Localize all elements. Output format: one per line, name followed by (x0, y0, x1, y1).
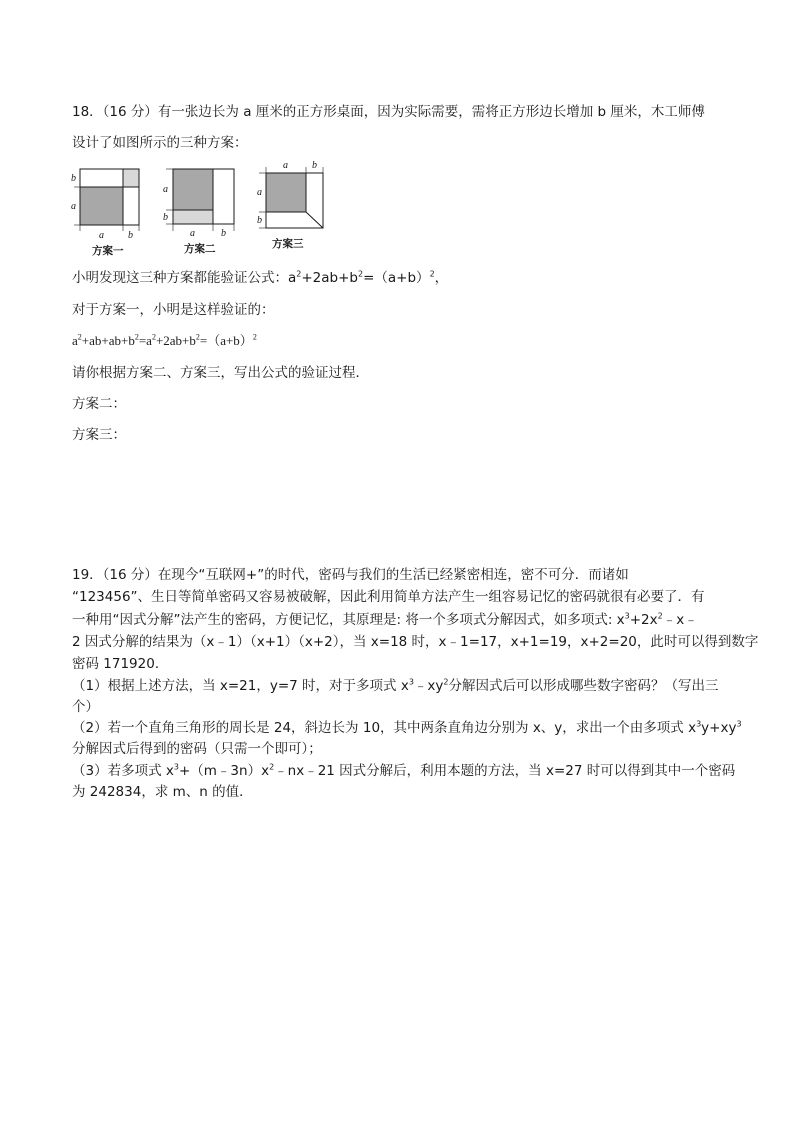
scheme2-rect-ab (173, 210, 213, 224)
superscript: 2 (269, 762, 275, 772)
scheme1-label-a-side: a (71, 201, 76, 212)
text-segment: ﹣xy (413, 678, 444, 694)
superscript: 2 (151, 332, 156, 342)
superscript: 2 (657, 611, 663, 621)
scheme3-square-a (266, 173, 306, 212)
text-segment: +2ab+b (155, 333, 196, 348)
q18-scheme3-label: 方案三： (72, 427, 126, 443)
q18-line-2: 设计了如图所示的三种方案： (72, 135, 248, 151)
q19-line-4: 2 因式分解的结果为（x﹣1）（x+1）（x+2），当 x=18 时，x﹣1=17，x+1=19，x+2=20，此时可以得到数字 (72, 634, 759, 650)
q19-part2 (72, 718, 742, 738)
text-segment: =a (138, 333, 152, 348)
q18-line-6: 请你根据方案二、方案三，写出公式的验证过程． (72, 365, 369, 381)
scheme2-label-b-side: b (163, 212, 168, 223)
figure-scheme-2 (163, 169, 234, 255)
superscript: 2 (429, 269, 435, 279)
q19-part1-cont: 个） (72, 699, 99, 715)
scheme1-caption: 方案一 (92, 245, 124, 257)
q18-scheme1-proof (72, 331, 257, 351)
text-segment: （3）若多项式 x (72, 763, 174, 779)
scheme1-square-b (123, 169, 139, 187)
superscript: 2 (358, 269, 364, 279)
text-segment: ﹣x﹣ (662, 612, 698, 628)
q19-part3-cont: 为 242834，求 m、n 的值． (72, 784, 253, 800)
q18-line-1: 18．（16 分）有一张边长为 a 厘米的正方形桌面，因为实际需要，需将正方形边长增加 b 厘米，木工师傅 (72, 104, 705, 120)
scheme1-square-a (80, 187, 123, 225)
scheme2-label-b-bottom: b (221, 228, 226, 239)
superscript: 2 (134, 332, 139, 342)
q18-figures (64, 160, 364, 260)
superscript: 3 (408, 677, 414, 687)
text-segment: +2x (629, 612, 658, 628)
scheme3-label-a-top: a (283, 160, 288, 171)
text-segment: y+xy (701, 720, 737, 736)
text-segment: ， (434, 270, 449, 286)
superscript: 2 (296, 269, 302, 279)
scheme1-label-b-side: b (71, 173, 76, 184)
text-segment: 一种用“因式分解”法产生的密码，方便记忆，其原理是: 将一个多项式分解因式，如多项式: x (72, 612, 625, 628)
text-segment: 分解因式后可以形成哪些数字密码？（写出三 (448, 678, 719, 694)
q18-line-4: 对于方案一，小明是这样验证的： (72, 302, 275, 318)
text-segment: 小明发现这三种方案都能验证公式：a (72, 270, 297, 286)
q19-part1 (72, 676, 719, 696)
figure-scheme-1 (71, 169, 139, 257)
scheme3-label-b-side: b (257, 215, 262, 226)
scheme3-caption: 方案三 (272, 238, 304, 250)
q19-line-2: “123456”、生日等简单密码又容易被破解，因此利用简单方法产生一组容易记忆的密码就很有必要了．有 (72, 589, 705, 605)
text-segment: =（a+b） (199, 333, 253, 348)
superscript: 2 (443, 677, 449, 687)
text-segment: ﹣nx﹣21 因式分解后，利用本题的方法，当 x=27 时可以得到其中一个密码 (274, 763, 736, 779)
q19-line-3 (72, 610, 698, 630)
scheme2-square-a (173, 169, 213, 210)
figure-scheme-3 (257, 160, 323, 250)
scheme2-caption: 方案二 (184, 243, 216, 255)
q19-part3 (72, 761, 735, 781)
scheme3-label-a-side: a (257, 187, 262, 198)
scheme1-label-b-bottom: b (128, 230, 133, 241)
superscript: 2 (252, 332, 257, 342)
scheme2-label-a-side: a (163, 184, 168, 195)
q19-line-5: 密码 171920． (72, 656, 169, 672)
text-segment: +（m﹣3n）x (178, 763, 270, 779)
q19-line-1: 19．（16 分）在现今“互联网+”的时代，密码与我们的生活已经紧密相连，密不可分．而诸如 (72, 567, 629, 583)
text-segment: （2）若一个直角三角形的周长是 24，斜边长为 10，其中两条直角边分别为 x、y，求出一个由多项式 x (72, 720, 697, 736)
q18-formula-statement (72, 268, 448, 288)
scheme3-label-b-top: b (312, 160, 317, 171)
text-segment: （1）根据上述方法，当 x=21，y=7 时，对于多项式 x (72, 678, 409, 694)
superscript: 3 (624, 611, 630, 621)
text-segment: a (72, 333, 78, 348)
superscript: 3 (696, 719, 702, 729)
text-segment: +2ab+b (301, 270, 358, 286)
q19-part2-cont: 分解因式后得到的密码（只需一个即可）； (72, 741, 322, 757)
scheme1-label-a-bottom: a (99, 230, 104, 241)
superscript: 3 (736, 719, 742, 729)
q18-scheme2-label: 方案二： (72, 396, 126, 412)
text-segment: =（a+b） (363, 270, 430, 286)
superscript: 3 (173, 762, 179, 772)
superscript: 2 (195, 332, 200, 342)
scheme2-label-a-bottom: a (190, 228, 195, 239)
text-segment: +ab+ab+b (81, 333, 135, 348)
superscript: 2 (77, 332, 82, 342)
